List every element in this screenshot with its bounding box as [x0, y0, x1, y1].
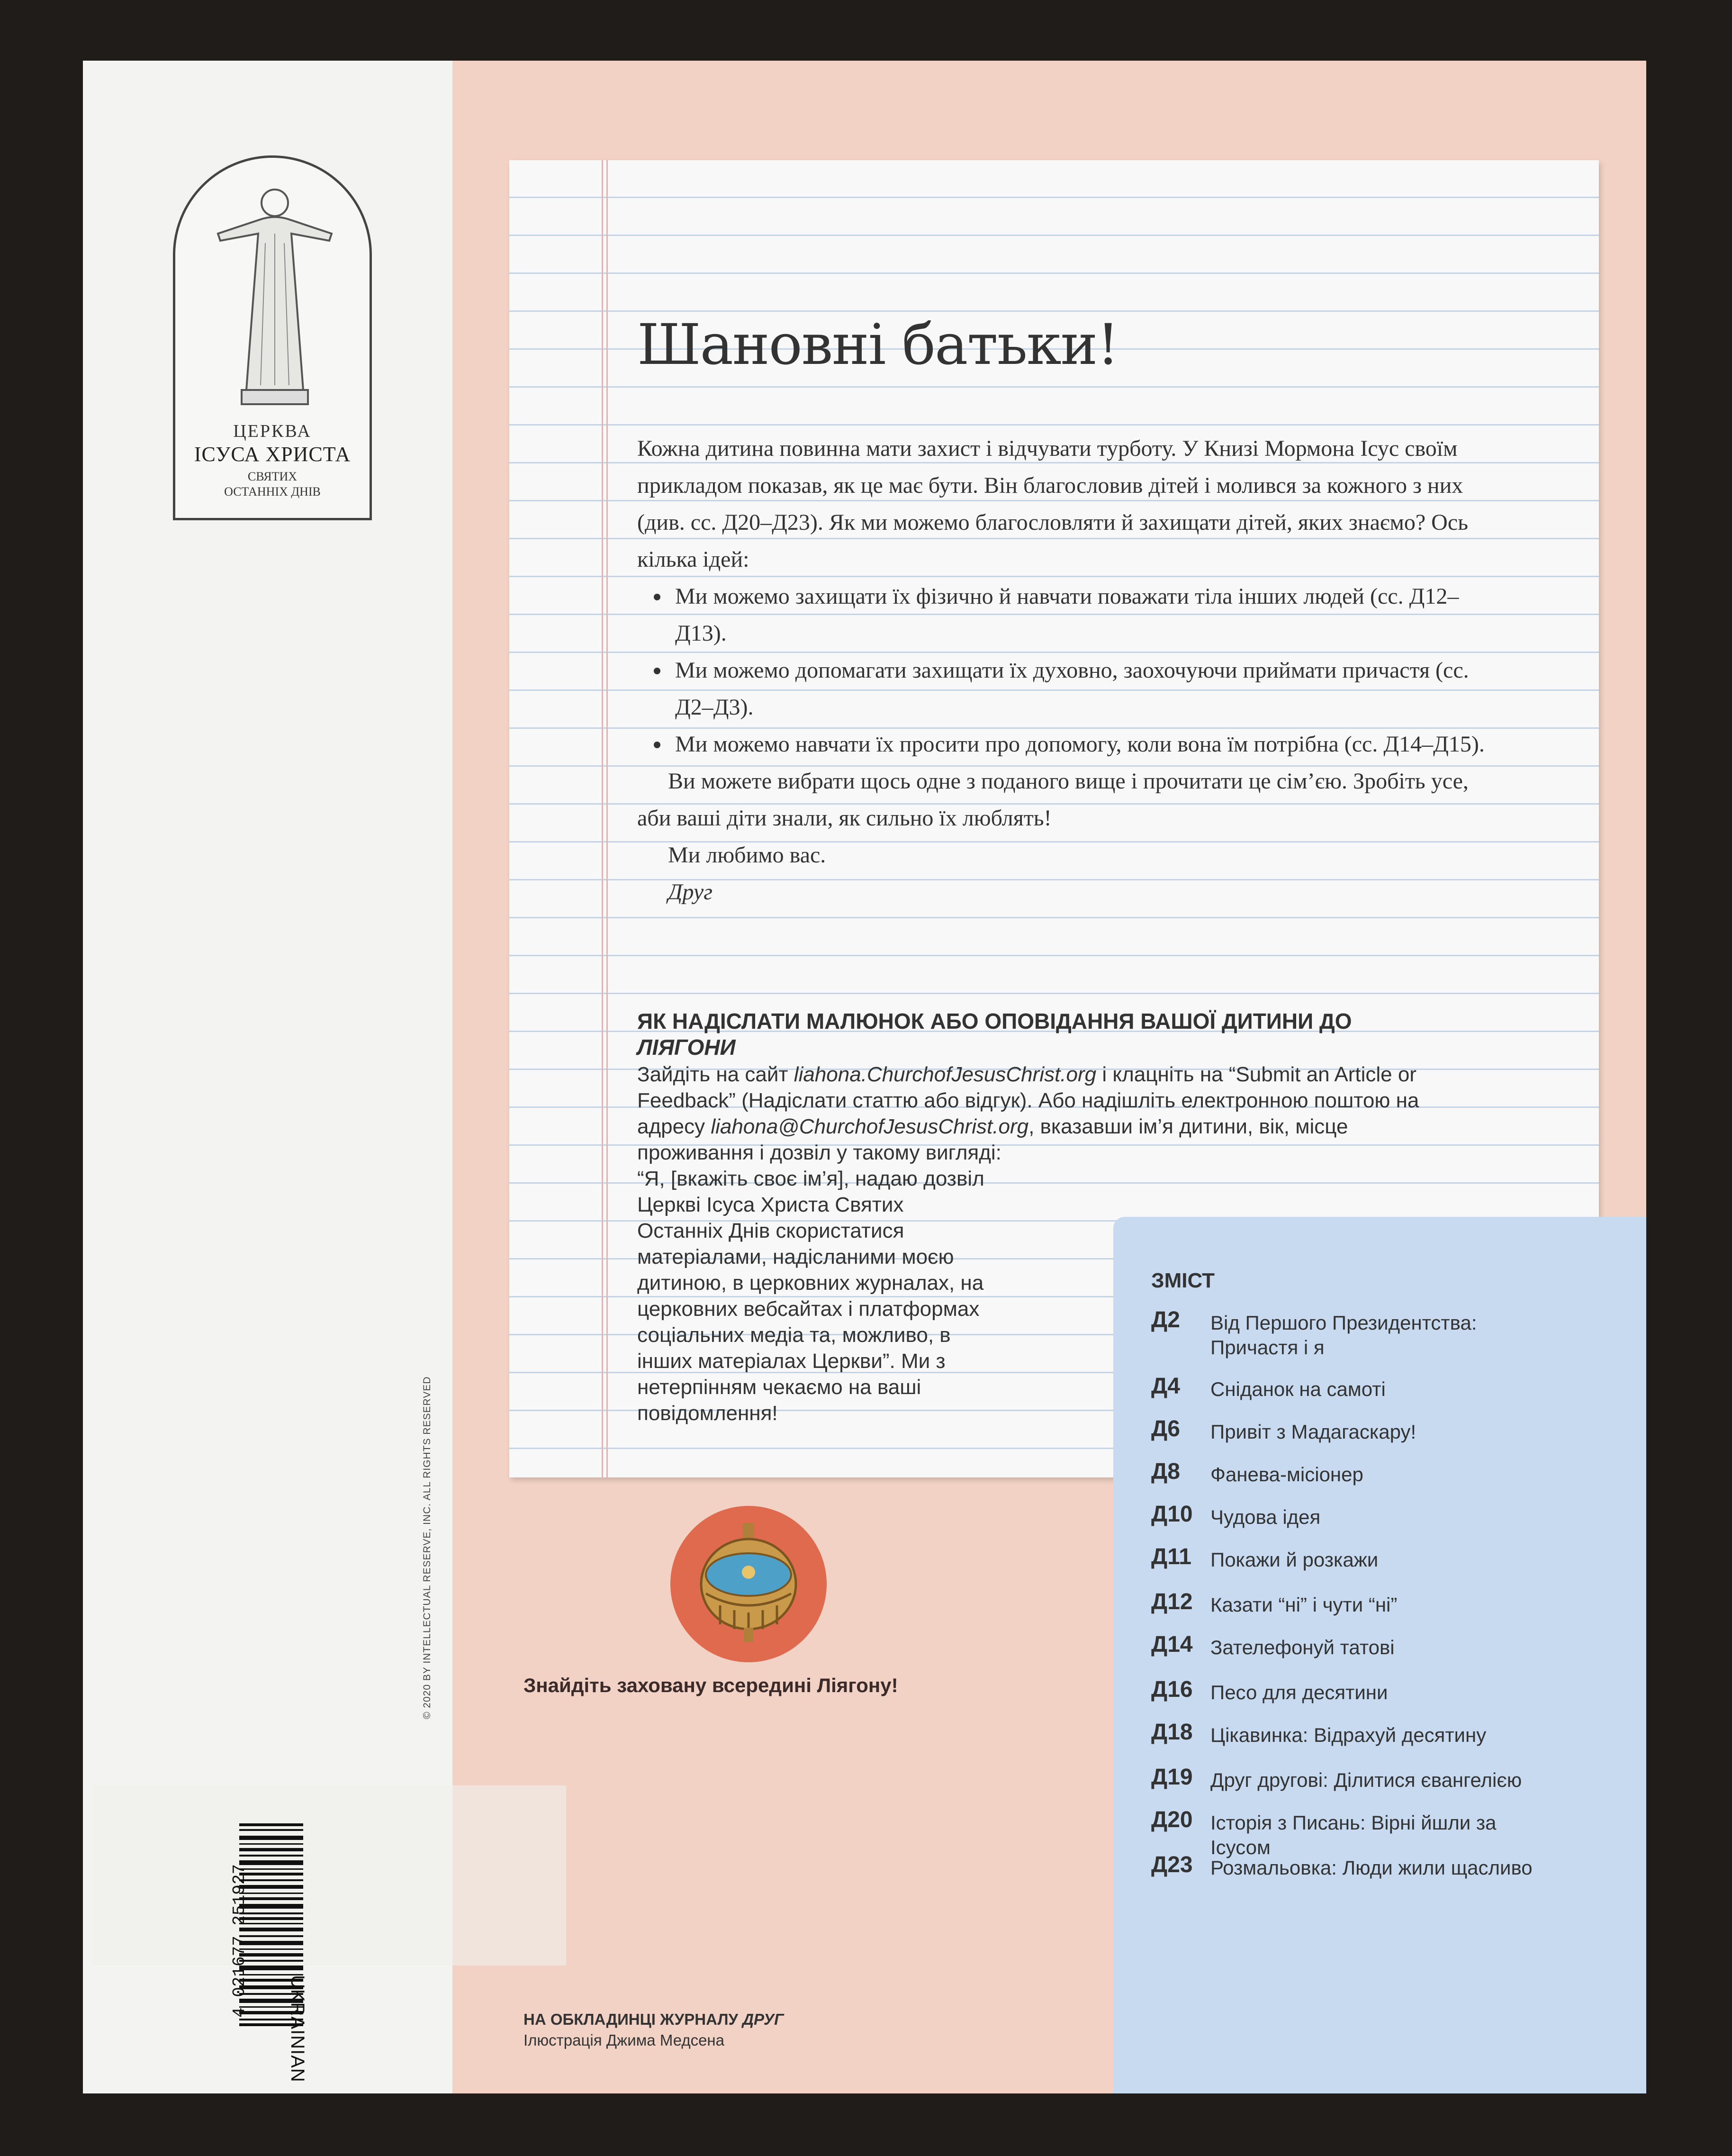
toc-item-title: Песо для десятини [1210, 1681, 1388, 1703]
language-label: UKRAINIAN [287, 1975, 308, 2083]
toc-item-title: Цікавинка: Відрахуй десятину [1210, 1724, 1487, 1746]
toc-page-code: Д4 [1151, 1374, 1180, 1399]
idea-item: • Ми можемо захищати їх фізично й навчати поважати тіла інших людей (сс. Д12–Д13). [670, 578, 1490, 652]
letter-signature: Друг [668, 879, 713, 905]
logo-line-4: ОСТАННІХ ДНІВ [224, 485, 321, 498]
toc-page-code: Д18 [1151, 1720, 1193, 1745]
letter-paragraph: Ви можете вибрати щось одне з поданого вище і прочитати це сім’єю. Зробіть усе, аби ваші діти знали, як сильно їх люблять! [637, 769, 1469, 831]
letter-paragraph: Кожна дитина повинна мати захист і відчувати турботу. У Книзі Мормона Ісус своїм прикладом показав, як це має бути. Він благословив дітей і молився за кожного з них (див. сс. Д20–Д23). Як ми можемо благословляти й захищати дітей, яких знаємо? Ось кілька ідей: [637, 436, 1469, 572]
copyright-notice: © 2020 BY INTELLECTUAL RESERVE, INC. ALL RIGHTS RESERVED [422, 1376, 433, 1719]
christus-statue-icon [213, 177, 336, 414]
toc-title: ЗМІСТ [1151, 1269, 1215, 1292]
toc-item-title: Чудова ідея [1210, 1506, 1321, 1528]
table-of-contents [1113, 1217, 1646, 2093]
toc-item-title: Привіт з Мадагаскару! [1210, 1421, 1416, 1443]
toc-item-title: Зателефонуй татові [1210, 1636, 1395, 1658]
idea-item: • Ми можемо допомагати захищати їх духовно, заохочуючи приймати причастя (сс. Д2–Д3). [670, 652, 1490, 726]
logo-line-2: ІСУСА ХРИСТА [194, 443, 351, 466]
instructions-title: ЯК НАДІСЛАТИ МАЛЮНОК АБО ОПОВІДАННЯ ВАШОЇ ДИТИНИ ДО ЛІЯГОНИ [637, 1009, 1352, 1060]
toc-page-code: Д16 [1151, 1677, 1193, 1702]
toc-page-code: Д12 [1151, 1589, 1193, 1614]
toc-item-title: Розмальовка: Люди жили щасливо [1210, 1857, 1533, 1879]
toc-item-title: Казати “ні” і чути “ні” [1210, 1594, 1398, 1616]
letter-heading: Шановні батьки! [637, 312, 1119, 377]
toc-page-code: Д19 [1151, 1765, 1193, 1790]
instructions-intro: Зайдіть на сайт liahona.ChurchofJesusChrist.org і клацніть на “Submit an Article or Feedback” (Надіслати статтю або відгук). Або надішліть електронною поштою на адресу liahona@ChurchofJesusChrist.org, вказавши ім’я дитини, вік, місце проживання і дозвіл у такому вигляді: [637, 1063, 1419, 1164]
toc-page-code: Д23 [1151, 1852, 1193, 1877]
magazine-back-cover [83, 61, 1646, 2093]
logo-line-1: ЦЕРКВА [233, 421, 312, 441]
toc-item-title: Історія з Писань: Вірні йшли за Ісусом [1210, 1812, 1497, 1858]
toc-page-code: Д6 [1151, 1416, 1180, 1441]
toc-item-title: Покажи й розкажи [1210, 1549, 1379, 1571]
barcode-number: 4 021677 251927 [230, 1864, 249, 2018]
cover-credit [523, 2011, 784, 2049]
left-column [83, 61, 452, 2093]
liahona-medal [670, 1506, 827, 1662]
cover-label: НА ОБКЛАДИНЦІ ЖУРНАЛУ ДРУГ [523, 2011, 784, 2028]
illustrator-credit: Ілюстрація Джима Медсена [523, 2031, 725, 2049]
permission-quote: “Я, [вкажіть своє ім’я], надаю дозвіл Церкві Ісуса Христа Святих Останніх Днів скористатися матеріалами, надісланими моєю дитиною, в церковних журналах, на церковних вебсайтах і платформах соціальних медіа та, можливо, в інших матеріалах Церкви”. Ми з нетерпінням чекаємо на ваші повідомлення! [637, 1167, 984, 1425]
toc-page-code: Д11 [1151, 1544, 1191, 1569]
toc-page-code: Д8 [1151, 1459, 1180, 1484]
faint-panel [92, 1785, 566, 1966]
margin-line [602, 160, 603, 1477]
liahona-icon [692, 1522, 805, 1646]
toc-item-title: Сніданок на самоті [1210, 1378, 1386, 1400]
email-link[interactable]: liahona@ChurchofJesusChrist.org [711, 1115, 1029, 1138]
ideas-list [637, 578, 1490, 763]
church-logo [173, 155, 372, 520]
toc-page-code: Д14 [1151, 1632, 1193, 1657]
logo-line-3: СВЯТИХ [247, 470, 298, 483]
website-link[interactable]: liahona.ChurchofJesusChrist.org [794, 1063, 1097, 1086]
toc-item-title: Фанева-місіонер [1210, 1463, 1363, 1486]
toc-item-title: Друг другові: Ділитися євангелією [1210, 1769, 1522, 1791]
letter-body [637, 430, 1490, 911]
toc-page-code: Д20 [1151, 1807, 1193, 1832]
idea-item: • Ми можемо навчати їх просити про допомогу, коли вона їм потрібна (сс. Д14–Д15). [670, 726, 1490, 763]
toc-item-title: Від Першого Президентства: Причастя і я [1210, 1312, 1477, 1359]
letter-closing: Ми любимо вас. [668, 842, 826, 868]
toc-page-code: Д10 [1151, 1502, 1193, 1527]
find-liahona-caption: Знайдіть заховану всередині Ліягону! [523, 1674, 898, 1696]
margin-line [606, 160, 608, 1477]
toc-page-code: Д2 [1151, 1307, 1180, 1332]
